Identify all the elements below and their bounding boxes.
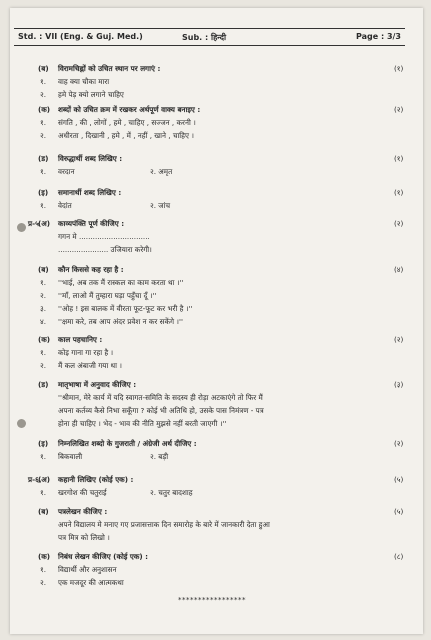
page-header — [14, 28, 405, 46]
question-heading — [0, 217, 431, 230]
answer-item — [0, 486, 431, 499]
answer-item — [0, 88, 431, 101]
item-number: १. — [40, 348, 47, 357]
item-text: ...................... उजियारा करेगी। — [58, 245, 152, 254]
marks-value: (१) — [394, 154, 404, 163]
item-number: १. — [40, 77, 47, 86]
question-heading — [0, 437, 431, 450]
item-text-second: २. चतुर बादशाह — [150, 488, 193, 497]
item-number: १. — [40, 167, 47, 176]
item-text: हमे पेड़ क्यो लगाने चाहिए — [58, 90, 124, 99]
question-heading — [0, 263, 431, 276]
item-text: मैं कल अंबाजी गया था । — [58, 361, 123, 370]
answer-item — [0, 518, 431, 531]
question-number: प्र-५ — [28, 219, 39, 228]
item-text: ''क्षमा करे, तब आप अंदर प्रवेश न कर सकेंगे ।'' — [58, 317, 183, 326]
marks-value: (१) — [394, 64, 404, 73]
item-number: ४. — [40, 317, 47, 326]
answer-item — [0, 576, 431, 589]
item-text: गगन मे ............................... — [58, 232, 150, 241]
marks-value: (८) — [394, 552, 404, 561]
answer-item — [0, 165, 431, 178]
question-text: निम्नलिखित शब्दो के गुजराती / अंग्रेजी अर्थ दीजिए : — [58, 439, 197, 448]
question-heading — [0, 378, 431, 391]
answer-item — [0, 563, 431, 576]
answer-item — [0, 450, 431, 463]
subquestion-label: (ड) — [38, 154, 49, 163]
item-text: अधीरता , दिखानी , हमे , में , नहीं , खाने , चाहिए । — [58, 131, 194, 140]
subquestion-label: (ब) — [38, 64, 49, 73]
item-text: कोइ गाना गा रहा है । — [58, 348, 114, 357]
answer-item — [0, 531, 431, 544]
item-number: २. — [40, 90, 47, 99]
answer-item — [0, 404, 431, 417]
subquestion-label: (इ) — [38, 439, 49, 448]
item-text: विद्यार्थी और अनुशासन — [58, 565, 117, 574]
item-text-second: २. जांच — [150, 201, 171, 210]
subquestion-label: (ब) — [38, 265, 49, 274]
item-number: २. — [40, 361, 47, 370]
answer-item — [0, 346, 431, 359]
question-heading — [0, 152, 431, 165]
item-text: एक मजदूर की आत्मकथा — [58, 578, 124, 587]
item-text: वरदान — [58, 167, 75, 176]
answer-item — [0, 199, 431, 212]
item-number: १. — [40, 278, 47, 287]
item-text: वेदांत — [58, 201, 72, 210]
item-text: ''श्रीमान, मेरे कार्य में यदि स्वागत-समिति के सदस्य ही रोड़ा अटकाएंगे तो फिर मैं — [58, 393, 263, 402]
question-heading — [0, 333, 431, 346]
item-text: वाह क्या चौका मारा — [58, 77, 110, 86]
question-heading — [0, 550, 431, 563]
marks-value: (२) — [394, 335, 404, 344]
standard-label: Std. : VII (Eng. & Guj. Med.) — [18, 32, 143, 41]
question-text: विरुद्धार्थी शब्द लिखिए : — [58, 154, 123, 163]
item-number: २. — [40, 131, 47, 140]
item-number: १. — [40, 565, 47, 574]
item-text: ''ओह ! इस बालक में वीरता फूट-फूट कर भरी है ।'' — [58, 304, 193, 313]
subquestion-label: (क) — [38, 105, 51, 114]
question-number: प्र-६. — [28, 475, 42, 484]
marks-value: (५) — [394, 475, 404, 484]
marks-value: (१) — [394, 188, 404, 197]
question-text: कहानी लिखिए (कोई एक) : — [58, 475, 134, 484]
footer-row — [0, 594, 431, 607]
question-text: शब्दों को उचित क्रम में रखकर अर्थपूर्ण वाक्य बनाइए : — [58, 105, 201, 114]
question-heading — [0, 62, 431, 75]
marks-value: (४) — [394, 265, 404, 274]
subquestion-label: (क) — [38, 335, 51, 344]
end-stars: ***************** — [178, 596, 246, 604]
answer-item — [0, 129, 431, 142]
subquestion-label: (अ) — [38, 219, 51, 228]
answer-item — [0, 276, 431, 289]
question-text: काव्यपंक्ति पूर्ण कीजिए : — [58, 219, 125, 228]
subquestion-label: (इ) — [38, 188, 49, 197]
question-text: समानार्थी शब्द लिखिए : — [58, 188, 122, 197]
item-text: अपना कर्तव्य कैसे निभा सकूँगा ? कोई भी अतिथि हो, उसके पास निमंत्रण - पत्र — [58, 406, 264, 415]
item-text: बिकवाली — [58, 452, 83, 461]
question-text: विरामचिह्नों को उचित स्थान पर लगाएं : — [58, 64, 161, 73]
marks-value: (३) — [394, 380, 404, 389]
question-text: पत्रलेखन कीजिए : — [58, 507, 108, 516]
answer-item — [0, 302, 431, 315]
item-text: पत्र मित्र को लिखो । — [58, 533, 110, 542]
question-heading — [0, 473, 431, 486]
question-text: कौन किससे कह रहा है : — [58, 265, 124, 274]
marks-value: (२) — [394, 439, 404, 448]
answer-item — [0, 75, 431, 88]
answer-item — [0, 391, 431, 404]
question-text: काल पहचानिए : — [58, 335, 103, 344]
question-text: मातृभाषा में अनुवाद कीजिए : — [58, 380, 137, 389]
item-number: २. — [40, 291, 47, 300]
marks-value: (२) — [394, 105, 404, 114]
answer-item — [0, 230, 431, 243]
subquestion-label: (क) — [38, 552, 51, 561]
answer-item — [0, 417, 431, 430]
question-heading — [0, 186, 431, 199]
item-number: २. — [40, 578, 47, 587]
item-text: ''भाई, अब तक मैं रास्कल का काम करता था ।'' — [58, 278, 184, 287]
item-text-second: २. अमृत — [150, 167, 173, 176]
question-heading — [0, 505, 431, 518]
subquestion-label: (अ) — [38, 475, 51, 484]
item-text: अपने विद्यालय मे मनाए गए प्रजासत्ताक दिन समारोह के बारे में जानकारी देता हुआ — [58, 520, 270, 529]
answer-item — [0, 289, 431, 302]
answer-item — [0, 315, 431, 328]
item-text: संगति , की , लोगों , हमे , चाहिए , सज्जन , करनी । — [58, 118, 196, 127]
marks-value: (२) — [394, 219, 404, 228]
question-text: निबंध लेखन कीजिए (कोई एक) : — [58, 552, 149, 561]
answer-item — [0, 359, 431, 372]
question-heading — [0, 103, 431, 116]
item-text: ''माँ, लाओ मैं तुम्हारा घड़ा पहुँचा दूँ ।'' — [58, 291, 157, 300]
item-number: १. — [40, 488, 47, 497]
item-text: खरगोश की चतुराई — [58, 488, 107, 497]
subject-label: Sub. : हिन्दी — [182, 33, 227, 42]
item-number: १. — [40, 118, 47, 127]
item-number: १. — [40, 452, 47, 461]
item-number: १. — [40, 201, 47, 210]
item-text-second: २. बड़ी — [150, 452, 169, 461]
answer-item — [0, 116, 431, 129]
subquestion-label: (ब) — [38, 507, 49, 516]
subquestion-label: (ड) — [38, 380, 49, 389]
item-text: होना ही चाहिए । भेद - भाव की नीति मुझसे नहीं बरती जाएगी ।'' — [58, 419, 227, 428]
item-number: ३. — [40, 304, 47, 313]
marks-value: (५) — [394, 507, 404, 516]
answer-item — [0, 243, 431, 256]
page-number: Page : 3/3 — [355, 32, 401, 41]
